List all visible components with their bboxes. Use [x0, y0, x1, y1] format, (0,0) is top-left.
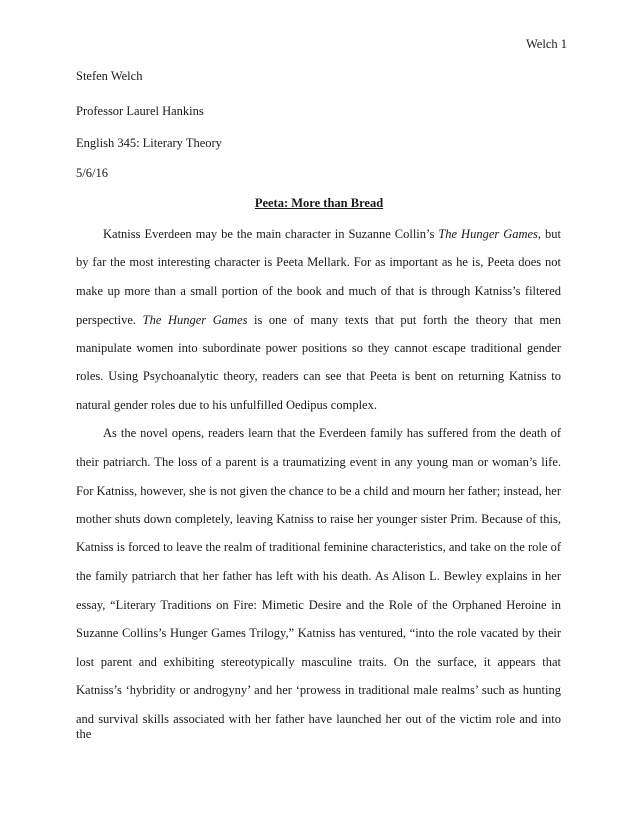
- professor-name: Professor Laurel Hankins: [76, 104, 204, 118]
- essay-title: Peeta: More than Bread: [254, 196, 384, 210]
- italic-title: The Hunger Games: [142, 313, 248, 327]
- paragraph-line: roles. Using Psychoanalytic theory, readers can see that Peeta is bent on returning Katniss to: [76, 369, 561, 383]
- paragraph-line: their patriarch. The loss of a parent is a traumatizing event in any young man or woman’s life.: [76, 455, 561, 469]
- paragraph-line: make up more than a small portion of the book and much of that is through Katniss’s filtered: [76, 284, 561, 298]
- paragraph-line: As the novel opens, readers learn that the Everdeen family has suffered from the death of: [103, 426, 561, 440]
- paragraph-line: and survival skills associated with her father have launched her out of the victim role and into the: [76, 712, 561, 741]
- paragraph-line: [76, 313, 561, 328]
- author-name: Stefen Welch: [76, 69, 143, 83]
- course-name: English 345: Literary Theory: [76, 136, 222, 150]
- paragraph-line: For Katniss, however, she is not given the chance to be a child and mourn her father; instead, her: [76, 484, 561, 498]
- paragraph-line: Katniss’s ‘hybridity or androgyny’ and her ‘prowess in traditional male realms’ such as hunting: [76, 683, 561, 697]
- running-head: Welch 1: [526, 37, 567, 51]
- paragraph-line: lost parent and exhibiting stereotypically masculine traits. On the surface, it appears that: [76, 655, 561, 669]
- paragraph-line: essay, “Literary Traditions on Fire: Mimetic Desire and the Role of the Orphaned Heroine in: [76, 598, 561, 612]
- text-run: perspective.: [76, 313, 143, 327]
- paragraph-line: the family patriarch that her father has left with his death. As Alison L. Bewley explains in her: [76, 569, 561, 583]
- paragraph-line: [76, 227, 561, 242]
- paragraph-line: by far the most interesting character is Peeta Mellark. For as important as he is, Peeta does not: [76, 255, 561, 269]
- paragraph-line: manipulate women into subordinate power positions so they cannot escape traditional gender: [76, 341, 561, 355]
- text-run: Katniss Everdeen may be the main character in Suzanne Collin’s: [103, 227, 439, 241]
- text-run: is one of many texts that put forth the theory that men: [247, 313, 561, 327]
- date: 5/6/16: [76, 166, 108, 180]
- paragraph-line: Suzanne Collins’s Hunger Games Trilogy,” Katniss has ventured, “into the role vacated by their: [76, 626, 561, 640]
- paragraph-line: mother shuts down completely, leaving Katniss to raise her younger sister Prim. Because of this,: [76, 512, 561, 526]
- italic-title: The Hunger Games: [438, 227, 538, 241]
- paragraph-line: Katniss is forced to leave the realm of traditional feminine characteristics, and take on the role of: [76, 540, 561, 554]
- paragraph-line: natural gender roles due to his unfulfilled Oedipus complex.: [76, 398, 377, 412]
- text-run: , but: [537, 227, 561, 241]
